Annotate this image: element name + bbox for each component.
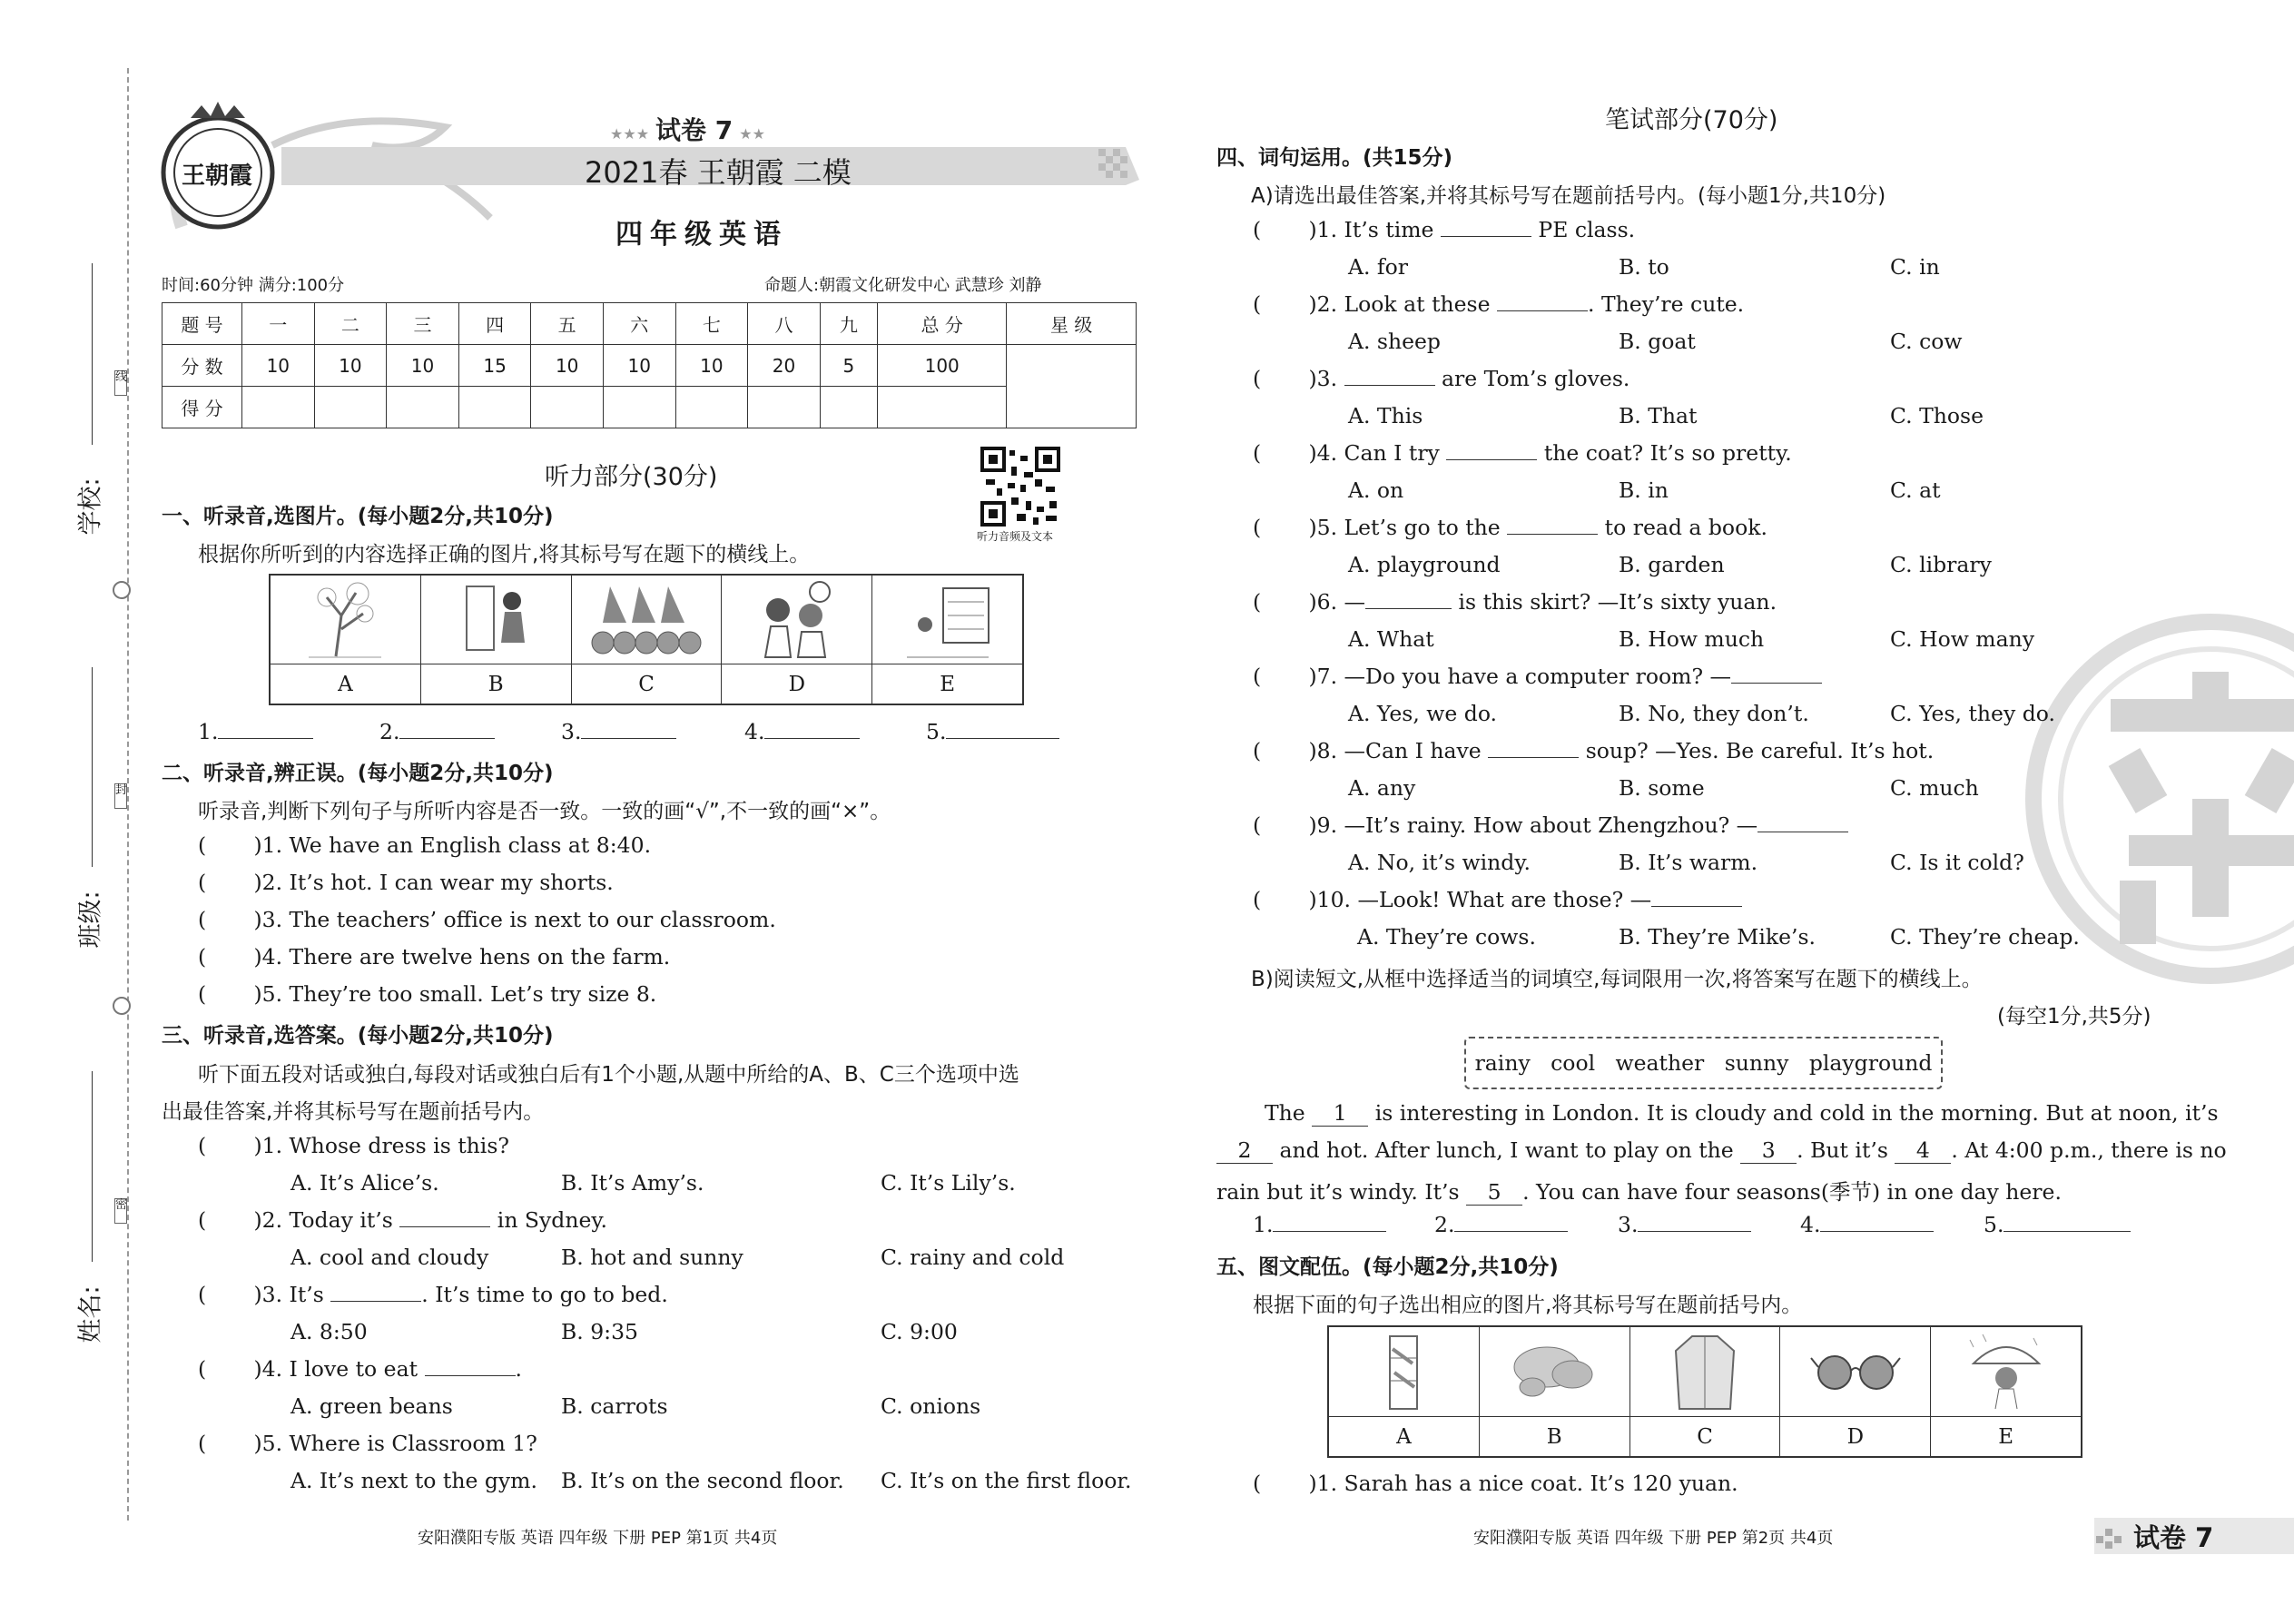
picture-c[interactable]: C — [1630, 1327, 1781, 1456]
option-a: A. This — [1348, 403, 1423, 428]
passage-line-2: 2 and hot. After lunch, I want to play on the 3 . But it’s 4 . At 4:00 p.m., there is no — [1216, 1137, 2227, 1164]
section1-answer-5: 5. — [926, 719, 1059, 744]
section3-question-1: ( )1. Whose dress is this? — [198, 1133, 509, 1158]
word-bank: rainy cool weather sunny playground — [1464, 1037, 1943, 1089]
section3-question-5: ( )5. Where is Classroom 1? — [198, 1431, 537, 1456]
section4-part-b-instructions: B)阅读短文,从框中选择适当的词填空,每词限用一次,将答案写在题下的横线上。 — [1251, 968, 1983, 991]
passage-line-1: The 1 is interesting in London. It is cloudy and cold in the morning. But at noon, it’s — [1265, 1100, 2219, 1126]
series-label: ★★★ 试卷 7 ★★ — [610, 115, 765, 145]
option-b: B. goat — [1619, 329, 1696, 354]
section1-instructions: 根据你所听到的内容选择正确的图片,将其标号写在题下的横线上。 — [198, 543, 811, 566]
section1-answer-1: 1. — [198, 719, 313, 744]
footer-right: 安阳濮阳专版 英语 四年级 下册 PEP 第2页 共4页 — [1473, 1529, 1834, 1548]
carrots-tomatoes-picture-icon — [583, 579, 710, 661]
section2-heading: 二、听录音,辨正误。(每小题2分,共10分) — [162, 762, 554, 785]
section4-question-5: ( )5. Let’s go to the to read a book. — [1253, 515, 1767, 540]
option-b: B. hot and sunny — [561, 1245, 743, 1270]
section5-picture-row — [1327, 1325, 2082, 1458]
star-rating-cell[interactable] — [1007, 345, 1137, 428]
writing-title: 笔试部分(70分) — [1605, 106, 1778, 134]
class-label: 班级: — [76, 891, 105, 949]
option-a: A. No, it’s windy. — [1348, 850, 1531, 875]
option-a: A. any — [1348, 775, 1416, 801]
tree-picture-icon — [300, 579, 390, 661]
children-clock-picture-icon — [747, 579, 847, 661]
binding-hole — [113, 997, 131, 1015]
picture-d[interactable]: D — [722, 576, 872, 704]
section4-question-4: ( )4. Can I try the coat? It’s so pretty. — [1253, 440, 1792, 466]
option-a: A. 8:50 — [290, 1319, 368, 1344]
section3-question-3: ( )3. It’s . It’s time to go to bed. — [198, 1282, 668, 1307]
part-b-answer-3: 3. — [1618, 1212, 1751, 1237]
option-c: C. They’re cheap. — [1890, 924, 2080, 950]
section4-question-1: ( )1. It’s time PE class. — [1253, 217, 1636, 242]
option-a: A. on — [1348, 477, 1404, 503]
option-a: A. Yes, we do. — [1348, 701, 1498, 726]
series-badge: 试卷 7 — [2133, 1522, 2214, 1553]
section3-question-4: ( )4. I love to eat . — [198, 1356, 522, 1382]
qr-caption: 听力音频及文本 — [977, 530, 1054, 543]
section5-instructions: 根据下面的句子选出相应的图片,将其标号写在题前括号内。 — [1253, 1294, 1803, 1317]
section5-question-1: ( )1. Sarah has a nice coat. It’s 120 yuan. — [1253, 1471, 1738, 1496]
picture-b[interactable]: B — [421, 576, 572, 704]
binding-dashed-line — [127, 68, 129, 1521]
section4-heading: 四、词句运用。(共15分) — [1216, 146, 1453, 170]
school-line — [92, 263, 93, 445]
score-table — [162, 302, 1137, 428]
option-c: C. cow — [1890, 329, 1963, 354]
sunglasses-picture-icon — [1806, 1331, 1905, 1412]
section3-heading: 三、听录音,选答案。(每小题2分,共10分) — [162, 1024, 554, 1048]
section5-heading: 五、图文配伍。(每小题2分,共10分) — [1216, 1255, 1559, 1279]
option-a: A. for — [1348, 254, 1408, 280]
binding-mark-feng: 封 — [114, 783, 127, 809]
section1-heading: 一、听录音,选图片。(每小题2分,共10分) — [162, 505, 554, 528]
option-b: B. some — [1619, 775, 1705, 801]
subject-title: 四年级英语 — [615, 219, 788, 251]
section4-part-a-instructions: A)请选出最佳答案,并将其标号写在题前括号内。(每小题1分,共10分) — [1251, 184, 1886, 208]
option-c: C. onions — [881, 1393, 981, 1419]
name-label: 姓名: — [76, 1285, 105, 1343]
picture-e[interactable]: E — [1931, 1327, 2081, 1456]
section4-question-2: ( )2. Look at these . They’re cute. — [1253, 291, 1745, 317]
binding-mark-mi: 密 — [114, 1198, 127, 1224]
section2-instructions: 听录音,判断下列句子与所听内容是否一致。一致的画“√”,不一致的画“×”。 — [198, 800, 891, 823]
section1-picture-row — [269, 574, 1024, 705]
option-a: A. It’s next to the gym. — [290, 1468, 537, 1493]
section2-item-4: ( )4. There are twelve hens on the farm. — [198, 944, 671, 969]
section4-question-9: ( )9. —It’s rainy. How about Zhengzhou? — — [1253, 812, 1848, 838]
option-a: A. cool and cloudy — [290, 1245, 489, 1270]
section2-item-2: ( )2. It’s hot. I can wear my shorts. — [198, 870, 614, 895]
option-c: C. It’s on the first floor. — [881, 1468, 1132, 1493]
option-a: A. playground — [1348, 552, 1501, 577]
picture-a[interactable]: A — [1329, 1327, 1480, 1456]
section3-question-2: ( )2. Today it’s in Sydney. — [198, 1207, 608, 1233]
part-b-answer-1: 1. — [1253, 1212, 1386, 1237]
section1-answer-2: 2. — [379, 719, 495, 744]
potatoes-picture-icon — [1500, 1331, 1609, 1412]
option-a: A. They’re cows. — [1357, 924, 1536, 950]
option-c: C. How many — [1890, 626, 2035, 652]
option-b: B. How much — [1619, 626, 1765, 652]
part-b-answer-4: 4. — [1800, 1212, 1934, 1237]
section2-item-1: ( )1. We have an English class at 8:40. — [198, 832, 652, 858]
section4-question-10: ( )10. —Look! What are those? — — [1253, 887, 1742, 912]
option-c: C. much — [1890, 775, 1979, 801]
part-b-answer-2: 2. — [1434, 1212, 1568, 1237]
section2-item-3: ( )3. The teachers’ office is next to our classroom. — [198, 907, 776, 932]
option-b: B. carrots — [561, 1393, 668, 1419]
option-b: B. in — [1619, 477, 1669, 503]
picture-a[interactable]: A — [271, 576, 421, 704]
class-line — [92, 667, 93, 867]
option-a: A. What — [1348, 626, 1434, 652]
section3-instructions-1: 听下面五段对话或独白,每段对话或独白后有1个小题,从题中所给的A、B、C三个选项中选 — [198, 1063, 1019, 1087]
time-info: 时间:60分钟 满分:100分 — [162, 276, 345, 295]
option-c: C. Those — [1890, 403, 1984, 428]
option-b: B. garden — [1619, 552, 1725, 577]
girl-umbrella-picture-icon — [1961, 1331, 2052, 1412]
section3-instructions-2: 出最佳答案,并将其标号写在题前括号内。 — [162, 1100, 545, 1124]
section1-answer-3: 3. — [561, 719, 676, 744]
option-c: C. 9:00 — [881, 1319, 958, 1344]
option-b: B. That — [1619, 403, 1698, 428]
option-b: B. It’s warm. — [1619, 850, 1758, 875]
passage-line-3: rain but it’s windy. It’s 5 . You can have four seasons(季节) in one day here. — [1216, 1179, 2062, 1205]
option-c: C. Yes, they do. — [1890, 701, 2055, 726]
option-b: B. to — [1619, 254, 1669, 280]
option-b: B. 9:35 — [561, 1319, 638, 1344]
option-c: C. Is it cold? — [1890, 850, 2024, 875]
score-row-points: 分 数 10 10 10 15 10 10 10 20 5 100 — [162, 345, 1137, 387]
boy-window-picture-icon — [450, 579, 541, 661]
score-row-header: 题 号 一 二 三 四 五 六 七 八 九 总 分 星 级 — [162, 303, 1137, 345]
section4-part-b-score: (每空1分,共5分) — [1997, 1005, 2151, 1029]
option-b: B. They’re Mike’s. — [1619, 924, 1816, 950]
option-c: C. library — [1890, 552, 1992, 577]
binding-mark-xian: 线 — [114, 370, 127, 396]
picture-c[interactable]: C — [572, 576, 723, 704]
option-b: B. It’s on the second floor. — [561, 1468, 844, 1493]
author-info: 命题人:朝霞文化研发中心 武慧珍 刘静 — [764, 276, 1042, 295]
binding-hole — [113, 581, 131, 599]
option-b: B. It’s Amy’s. — [561, 1170, 704, 1196]
section1-answer-4: 4. — [744, 719, 860, 744]
exam-title: 2021春 王朝霞 二模 — [585, 155, 852, 190]
classroom-picture-icon — [898, 579, 998, 661]
option-a: A. green beans — [290, 1393, 453, 1419]
coat-picture-icon — [1659, 1331, 1750, 1412]
option-a: A. sheep — [1348, 329, 1441, 354]
picture-d[interactable]: D — [1780, 1327, 1931, 1456]
picture-e[interactable]: E — [872, 576, 1022, 704]
shelf-picture-icon — [1367, 1331, 1440, 1412]
listening-title: 听力部分(30分) — [545, 463, 718, 491]
score-row-earned: 得 分 — [162, 387, 1137, 428]
section2-item-5: ( )5. They’re too small. Let’s try size 8. — [198, 981, 657, 1007]
option-c: C. at — [1890, 477, 1941, 503]
option-c: C. It’s Lily’s. — [881, 1170, 1016, 1196]
part-b-answer-5: 5. — [1984, 1212, 2131, 1237]
badge-squares-icon — [2094, 1525, 2131, 1552]
section4-question-7: ( )7. —Do you have a computer room? — — [1253, 664, 1822, 689]
section4-question-3: ( )3. are Tom’s gloves. — [1253, 366, 1630, 391]
option-c: C. in — [1890, 254, 1940, 280]
name-line — [92, 1071, 93, 1262]
section4-question-8: ( )8. —Can I have soup? —Yes. Be careful. It’s hot. — [1253, 738, 1935, 763]
footer-left: 安阳濮阳专版 英语 四年级 下册 PEP 第1页 共4页 — [418, 1529, 778, 1548]
qr-code[interactable] — [980, 447, 1060, 527]
option-b: B. No, they don’t. — [1619, 701, 1809, 726]
section4-question-6: ( )6. — is this skirt? —It’s sixty yuan. — [1253, 589, 1777, 615]
picture-b[interactable]: B — [1480, 1327, 1630, 1456]
school-label: 学校: — [76, 477, 105, 536]
option-c: C. rainy and cold — [881, 1245, 1065, 1270]
logo-text: 王朝霞 — [182, 162, 253, 190]
option-a: A. It’s Alice’s. — [290, 1170, 439, 1196]
